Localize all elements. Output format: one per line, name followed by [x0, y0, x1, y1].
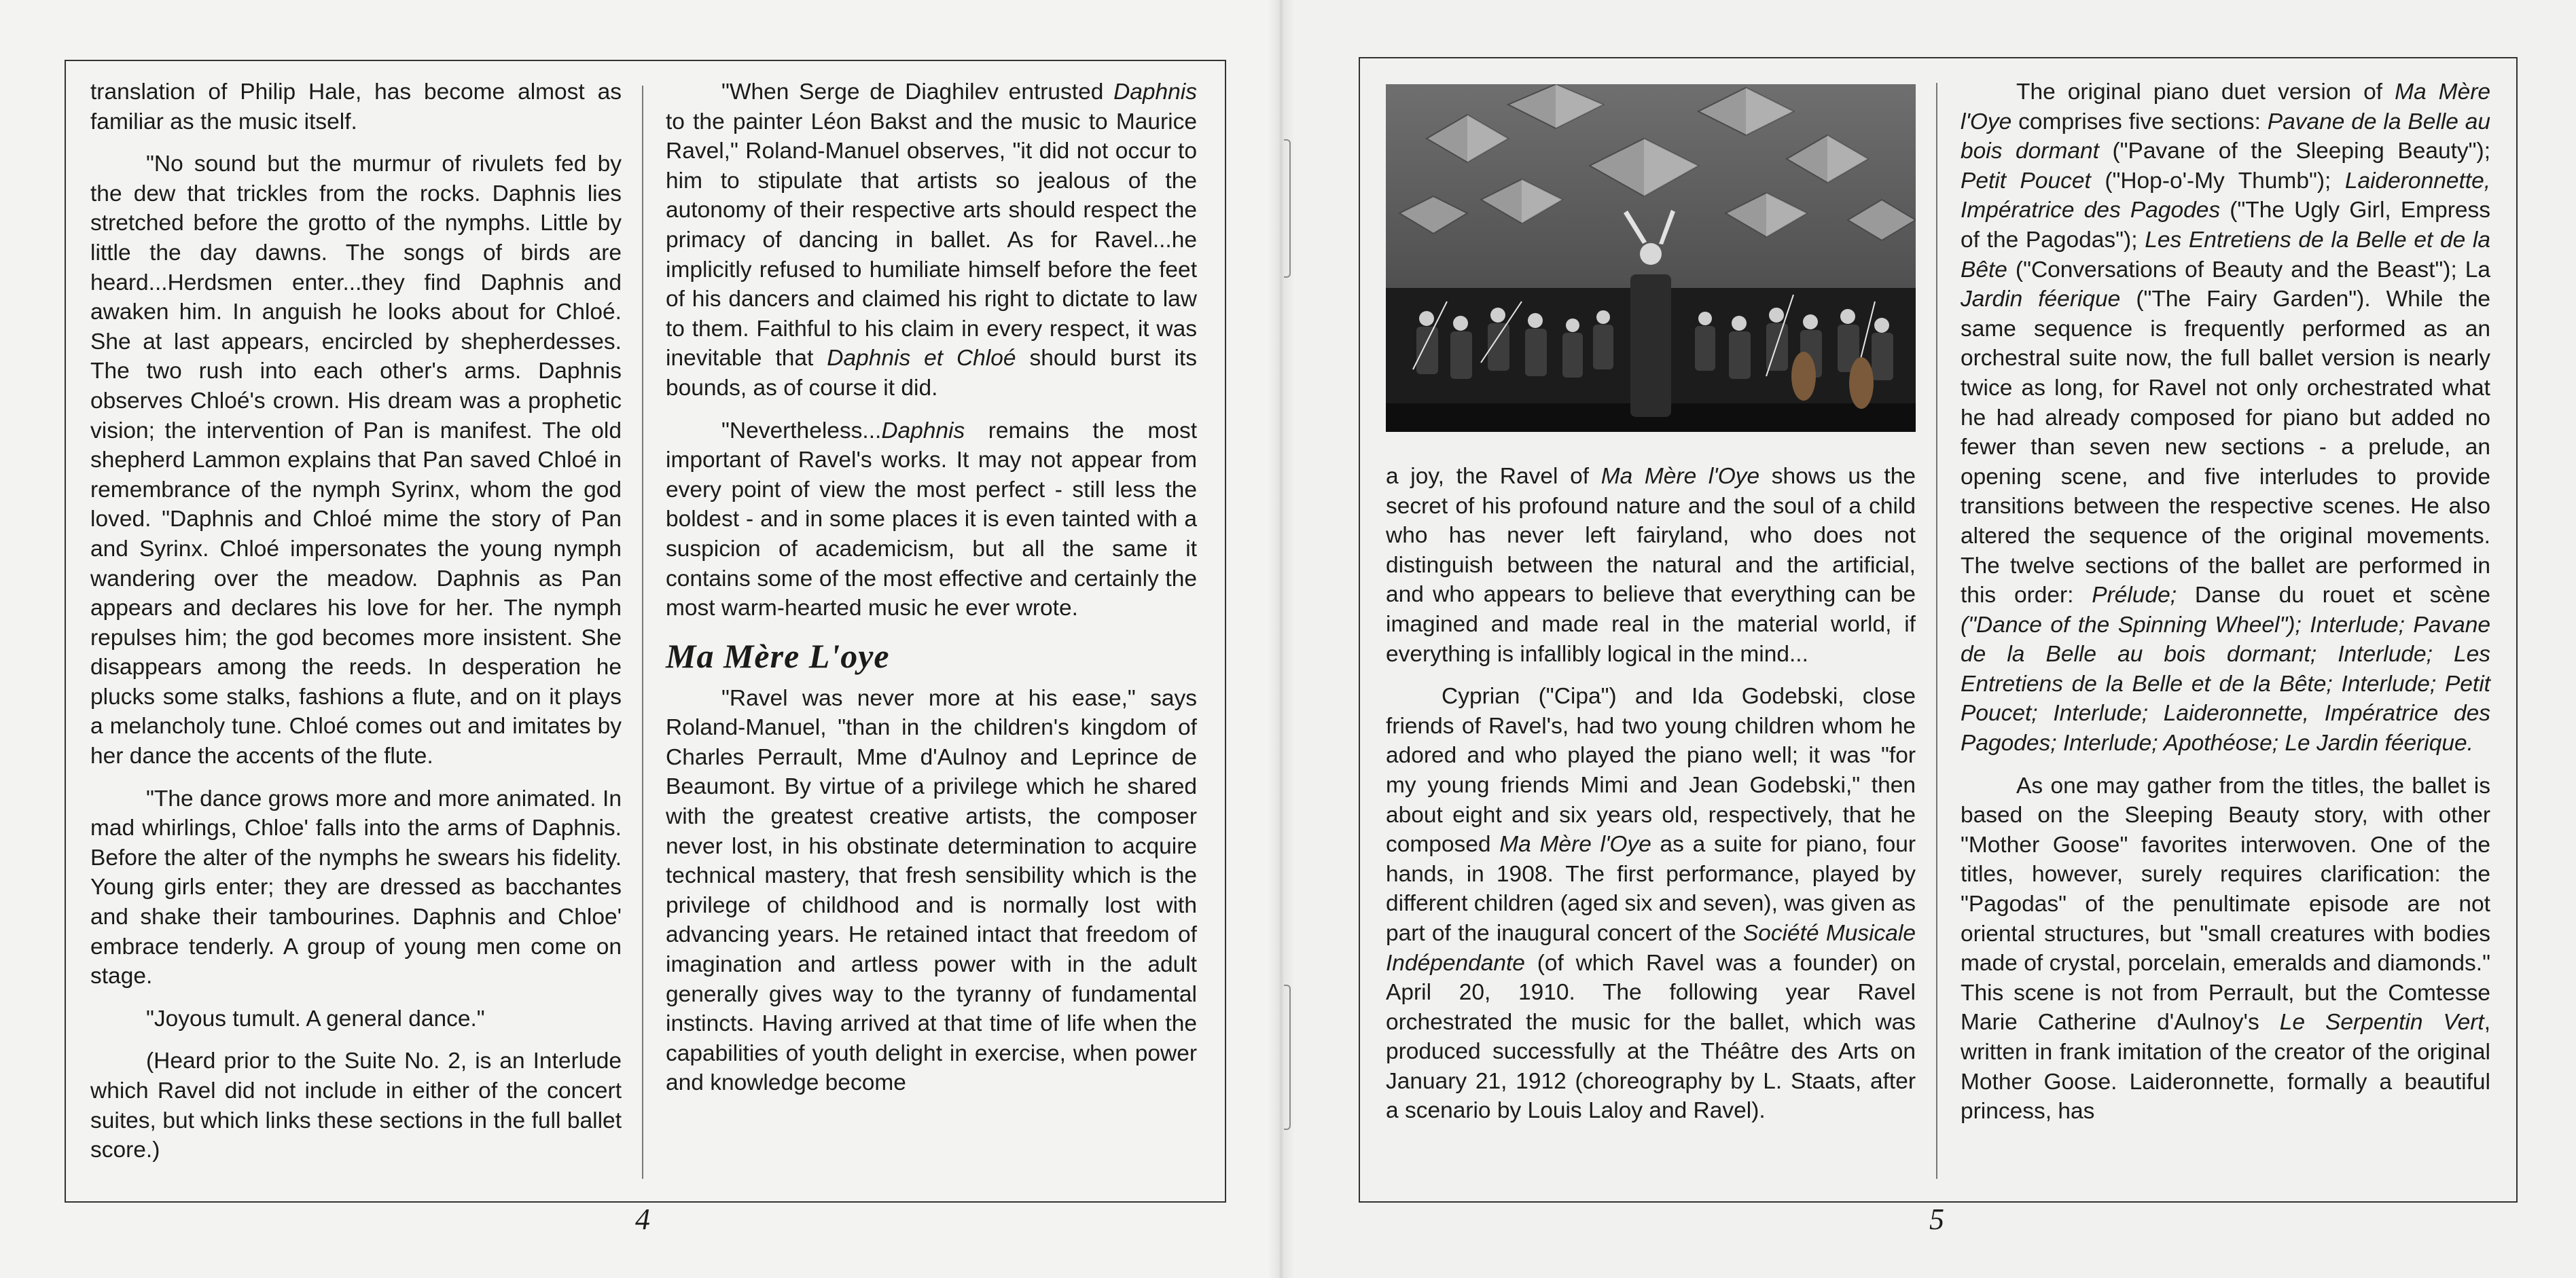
- paragraph: (Heard prior to the Suite No. 2, is an Interlude which Ravel did not include in either of the concert suites, but which links these sections in the full ballet score.): [90, 1048, 622, 1163]
- page-number-right: 5: [1929, 1203, 1944, 1236]
- paragraph: translation of Philip Hale, has become almost as familiar as the music itself.: [90, 79, 622, 134]
- paragraph: "Ravel was never more at his ease," says Roland-Manuel, "than in the children's kingdom of Charles Perrault, Mme d'Aulnoy and Leprince de Beaumont. By virtue of a privilege which he shared with the greatest creative artists, the composer never lost, in his obstinate determination to acquire technical mastery, that fresh sensibility which is the privilege of childhood and is normally lost with advancing years. He retained intact that freedom of imagination and artless power with in the adult generally gives way to the tyranny of fundamental instincts. Having arrived at that time of life when the capabilities of youth delight in exercise, when power and knowledge become: [666, 685, 1197, 1096]
- orchestra-concert-image: [1386, 84, 1916, 432]
- page-number-left: 4: [635, 1203, 650, 1236]
- right-page-column-2: [1961, 77, 2490, 1127]
- paragraph: Cyprian ("Cipa") and Ida Godebski, close friends of Ravel's, had two young children whom he adored and who played the piano well; it was "for my young friends Mimi and Jean Godebski," then about eight and six years old, respectively, that he composed Ma Mère l'Oye as a suite for piano, four hands, in 1908. The first performance, played by different children (aged six and seven), was given as part of the inaugural concert of the Société Musicale Indépendante (of which Ravel was a founder) on April 20, 1910. The following year Ravel orchestrated the music for the ballet, which was produced successfully at the Théâtre des Arts on January 21, 1912 (choreography by L. Staats, after a scenario by Louis Laloy and Ravel).: [1386, 684, 1916, 1124]
- staple-bottom: [1284, 985, 1291, 1130]
- orchestra-photo: [1386, 84, 1916, 432]
- paragraph: "When Serge de Diaghilev entrusted Daphnis to the painter Léon Bakst and the music to Maurice Ravel," Roland-Manuel observes, "it did not occur to him to stipulate that artists so jealous of the autonomy of their respective arts should respect the primacy of dancing in ballet. As for Ravel...he implicitly refused to humiliate himself before the feet of his dancers and claimed his right to dictate to law to them. Faithful to his claim in every respect, it was inevitable that Daphnis et Chloé should burst its bounds, as of course it did.: [666, 79, 1197, 401]
- booklet-spine: [1268, 0, 1295, 1278]
- left-page-column-2: [666, 77, 1197, 1098]
- right-column-divider: [1936, 83, 1937, 1179]
- paragraph: a joy, the Ravel of Ma Mère l'Oye shows us the secret of his profound nature and the soul of a child who has never left fairyland, who does not distinguish between the natural and the artificial, and who appears to believe that everything can be imagined and made real in the material world, if everything is infallibly logical in the mind...: [1386, 464, 1916, 667]
- section-heading: Ma Mère L'oye: [666, 636, 890, 675]
- paragraph: As one may gather from the titles, the ballet is based on the Sleeping Beauty story, with other "Mother Goose" favorites interwoven. One of the titles, however, surely requires clarification: the "Pagodas" of the penultimate episode are not oriental structures, but "small creatures with bodies made of crystal, porcelain, emeralds and diamonds." This scene is not from Perrault, but the Comtesse Marie Catherine d'Aulnoy's Le Serpentin Vert, written in frank imitation of the creator of the original Mother Goose. Laideronnette, formally a beautiful princess, has: [1961, 773, 2491, 1125]
- paragraph: "Joyous tumult. A general dance.": [146, 1006, 485, 1031]
- paragraph: The original piano duet version of Ma Mère l'Oye comprises five sections: Pavane de la Belle au bois dormant ("Pavane of the Sleeping Beauty"); Petit Poucet ("Hop-o'-My Thumb"); Laideronnette, Impératrice des Pagodes ("The Ugly Girl, Empress of the Pagodas"); Les Entretiens de la Belle et de la Bête ("Conversations of Beauty and the Beast"); La Jardin féerique ("The Fairy Garden"). While the same sequence is frequently performed as an orchestral suite now, the full ballet version is nearly twice as long, for Ravel not only orchestrated what he had already composed for piano but added no fewer than seven new sections - a prelude, an opening scene, and five interludes to provide transitions between the respective scenes. He also altered the sequence of the original movements. The twelve sections of the ballet are performed in this order: Prélude; Danse du rouet et scène ("Dance of the Spinning Wheel"); Interlude; Pavane de la Belle au bois dormant; Interlude; Les Entretiens de la Belle et de la Bête; Interlude; Petit Poucet; Interlude; Laideronnette, Impératrice des Pagodes; Interlude; Apothéose; Le Jardin féerique.: [1961, 79, 2491, 756]
- paragraph: "The dance grows more and more animated. In mad whirlings, Chloe' falls into the arms of Daphnis. Before the alter of the nymphs he swears his fidelity. Young girls enter; they are dressed as bacchantes and shake their tambourines. Daphnis and Chloe' embrace tenderly. A group of young men come on stage.: [90, 786, 622, 989]
- paragraph: "No sound but the murmur of rivulets fed by the dew that trickles from the rocks. Daphnis lies stretched before the grotto of the nymphs. Little by little the day dawns. The songs of birds are heard...Herdsmen enter...they find Daphnis and awaken him. In anguish he looks about for Chloé. She at last appears, encircled by shepherdesses. The two rush into each other's arms. Daphnis observes Chloé's crown. His dream was a prophetic vision; the intervention of Pan is manifest. The old shepherd Lammon explains that Pan saved Chloé in remembrance of the nymph Syrinx, whom the god loved. "Daphnis and Chloé mime the story of Pan and Syrinx. Chloé impersonates the young nymph wandering over the meadow. Daphnis as Pan appears and declares his love for her. The nymph repulses him; the god becomes more insistent. She disappears among the reeds. In desperation he plucks some stalks, fashions a flute, and on it plays a melancholy tune. Chloé comes out and imitates by her dance the accents of the flute.: [90, 151, 622, 769]
- left-column-divider: [642, 86, 643, 1179]
- staple-top: [1284, 139, 1291, 278]
- right-page-column-1: [1386, 462, 1916, 1126]
- paragraph: "Nevertheless...Daphnis remains the most important of Ravel's works. It may not appear from every point of view the most perfect - still less the boldest - and in some places it is even tainted with a suspicion of academicism, but all the same it contains some of the most effective and certainly the most warm-hearted music he ever wrote.: [666, 418, 1197, 621]
- left-page-column-1: [90, 77, 622, 1165]
